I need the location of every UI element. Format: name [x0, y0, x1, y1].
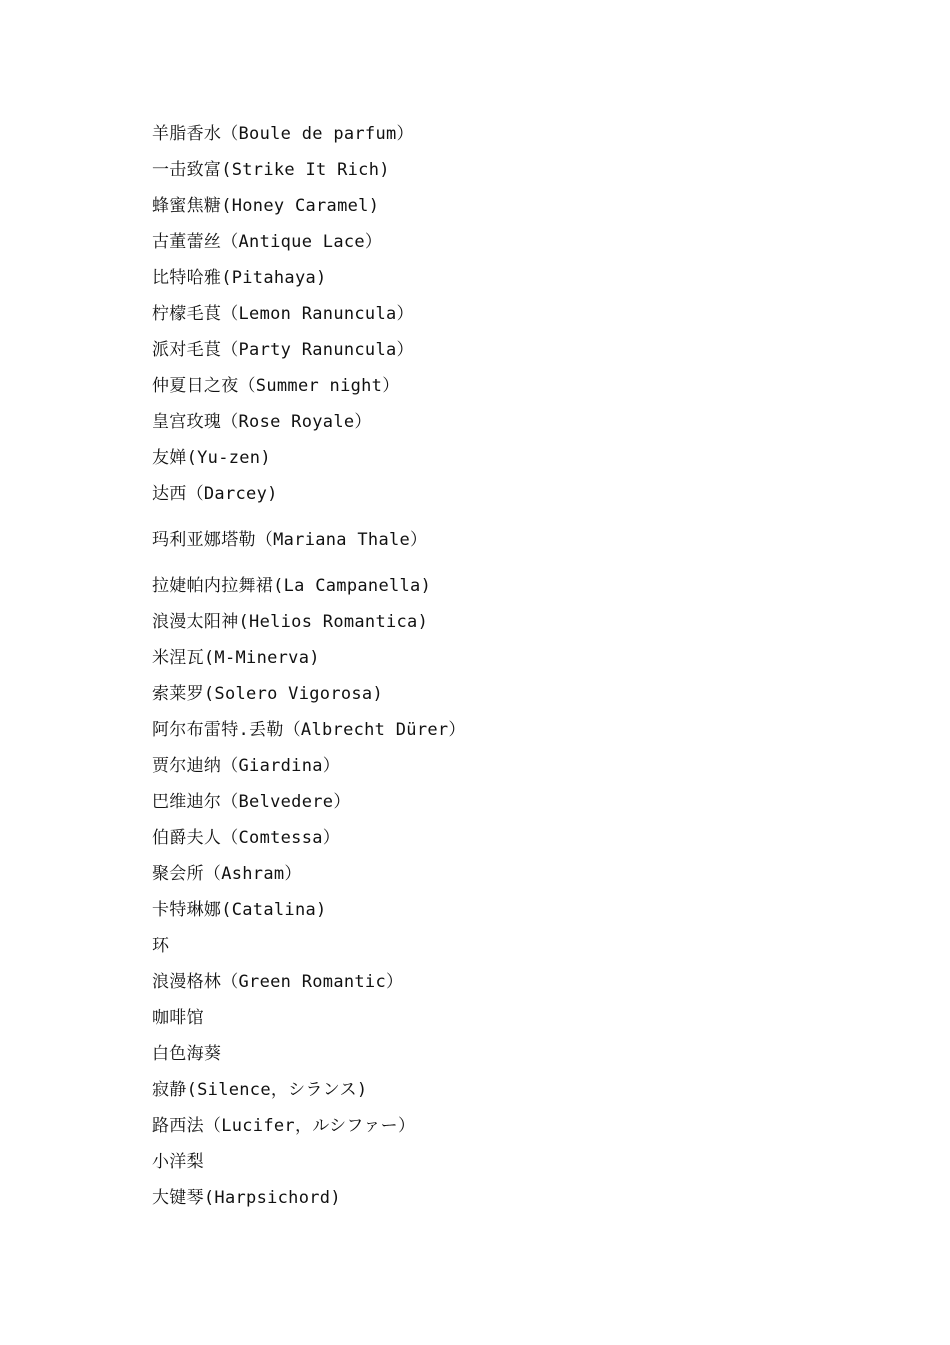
- list-item: 小洋梨: [152, 1152, 204, 1172]
- list-item: 羊脂香水（Boule de parfum）: [152, 124, 414, 144]
- list-item: 大键琴(Harpsichord): [152, 1188, 341, 1208]
- list-item: 伯爵夫人（Comtessa）: [152, 828, 341, 848]
- list-item: 友婵(Yu-zen): [152, 448, 271, 468]
- list-item: 蜂蜜焦糖(Honey Caramel): [152, 196, 380, 216]
- list-item: 寂静(Silence，シランス): [152, 1080, 368, 1100]
- list-item: 比特哈雅(Pitahaya): [152, 268, 327, 288]
- list-item: 阿尔布雷特.丢勒（Albrecht Dürer）: [152, 720, 466, 740]
- list-item: 一击致富(Strike It Rich): [152, 160, 390, 180]
- list-item: 仲夏日之夜（Summer night）: [152, 376, 400, 396]
- list-item: 路西法（Lucifer，ルシファー）: [152, 1116, 416, 1136]
- list-item: 聚会所（Ashram）: [152, 864, 302, 884]
- list-item: 巴维迪尔（Belvedere）: [152, 792, 351, 812]
- list-item: 古董蕾丝（Antique Lace）: [152, 232, 383, 252]
- rose-variety-list: [152, 118, 466, 1218]
- list-item: 环: [152, 936, 170, 956]
- list-item: 米涅瓦(M-Minerva): [152, 648, 320, 668]
- list-item: 达西（Darcey): [152, 484, 278, 504]
- list-item: 柠檬毛茛（Lemon Ranuncula）: [152, 304, 414, 324]
- list-item: 浪漫太阳神(Helios Romantica): [152, 612, 429, 632]
- list-item: 咖啡馆: [152, 1008, 204, 1028]
- list-item: 浪漫格林（Green Romantic）: [152, 972, 404, 992]
- list-item: 贾尔迪纳（Giardina）: [152, 756, 341, 776]
- list-item: 玛利亚娜塔勒（Mariana Thale）: [152, 530, 428, 550]
- list-item: 卡特琳娜(Catalina): [152, 900, 327, 920]
- list-item: 皇宫玫瑰（Rose Royale）: [152, 412, 372, 432]
- list-item: 白色海葵: [152, 1044, 222, 1064]
- list-item: 派对毛茛（Party Ranuncula）: [152, 340, 414, 360]
- list-item: 拉婕帕内拉舞裙(La Campanella): [152, 576, 432, 596]
- list-item: 索莱罗(Solero Vigorosa): [152, 684, 383, 704]
